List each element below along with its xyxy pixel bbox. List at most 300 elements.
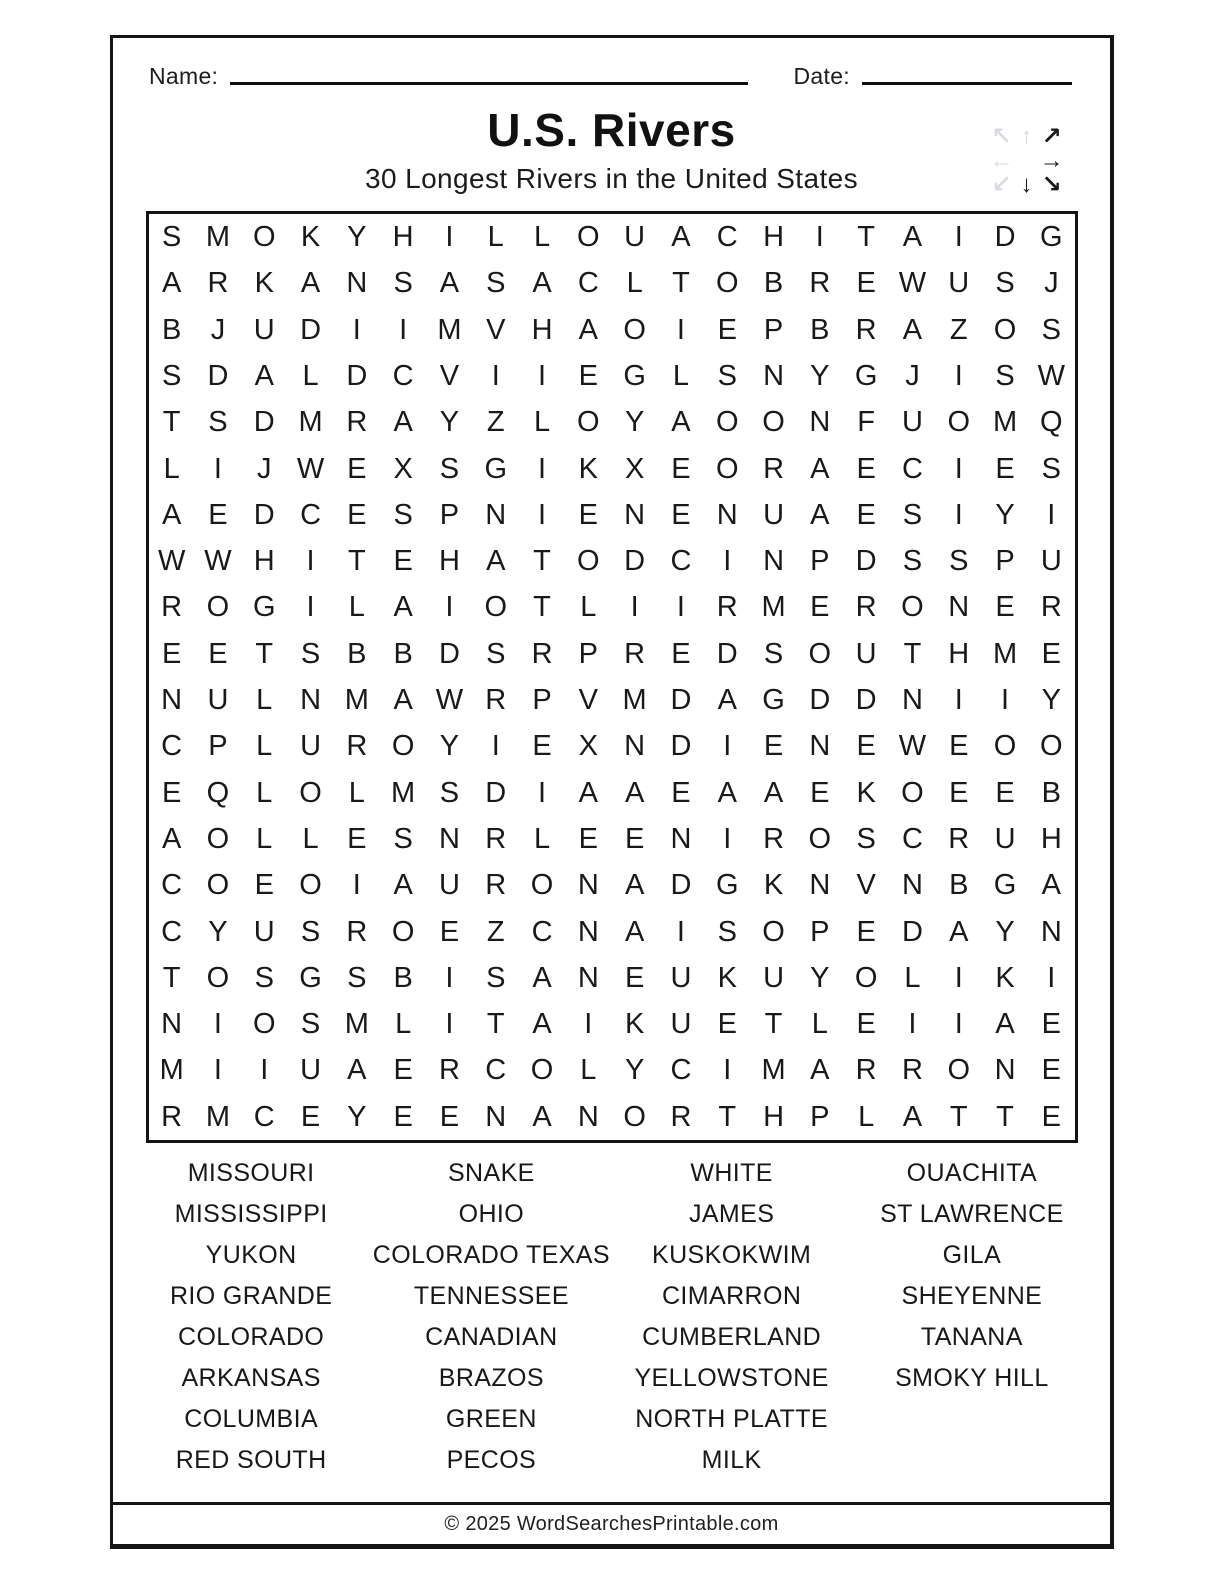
grid-letter: H [948, 637, 970, 670]
word-list-item: CANADIAN [425, 1323, 558, 1352]
grid-letter: A [347, 1054, 367, 1087]
grid-letter: M [992, 406, 1018, 439]
word-list-item: COLORADO [177, 1323, 325, 1352]
grid-letter: A [624, 776, 645, 809]
grid-letter: D [994, 221, 1016, 254]
grid-letter: D [438, 637, 460, 670]
grid-letter: E [532, 730, 552, 763]
grid-letter: O [623, 1100, 646, 1133]
arrow-right-icon: → [1039, 147, 1064, 174]
grid-letter: I [1047, 498, 1056, 531]
grid-letter: M [159, 1054, 184, 1087]
grid-letter: L [256, 776, 273, 809]
grid-letter: E [763, 730, 784, 763]
word-list-item: ST LAWRENCE [880, 1200, 1064, 1229]
grid-letter: R [809, 267, 831, 300]
grid-letter: M [205, 221, 231, 254]
grid-letter: B [1041, 776, 1061, 809]
grid-letter: I [954, 1008, 963, 1041]
grid-letter: O [530, 1054, 554, 1087]
grid-letter: I [954, 452, 963, 485]
grid-letter: E [856, 1008, 876, 1041]
grid-letter: I [399, 313, 408, 346]
name-label: Name: [149, 63, 219, 89]
grid-letter: D [207, 359, 229, 392]
word-list-item: GILA [942, 1241, 1002, 1270]
grid-letter: L [256, 730, 273, 763]
grid-letter: G [854, 359, 878, 392]
grid-letter: E [671, 637, 691, 670]
grid-letter: M [761, 1054, 786, 1087]
grid-letter: M [205, 1100, 231, 1133]
grid-letter: T [162, 406, 181, 439]
date-input-line[interactable] [862, 82, 1072, 85]
grid-letter: S [949, 545, 969, 578]
grid-letter: E [949, 730, 969, 763]
grid-letter: N [901, 869, 923, 902]
word-list-item: TANANA [920, 1323, 1023, 1352]
grid-letter: A [717, 684, 737, 717]
grid-letter: Y [810, 961, 830, 994]
grid-letter: R [855, 1054, 877, 1087]
grid-letter: V [856, 869, 876, 902]
grid-letter: N [438, 822, 460, 855]
page-footer [113, 1502, 1110, 1544]
grid-letter: H [253, 545, 275, 578]
grid-letter: A [902, 221, 923, 254]
grid-letter: A [717, 776, 737, 809]
grid-letter: E [995, 591, 1015, 624]
arrow-left-icon: ← [989, 147, 1014, 174]
grid-letter: N [577, 961, 599, 994]
grid-letter: U [855, 637, 877, 670]
grid-letter: D [809, 684, 831, 717]
grid-letter: K [624, 1008, 645, 1041]
word-list-item: OUACHITA [906, 1159, 1038, 1188]
grid-letter: S [717, 359, 737, 392]
grid-letter: I [306, 545, 315, 578]
grid-letter: D [253, 498, 275, 531]
grid-letter: H [438, 545, 460, 578]
grid-letter: E [671, 452, 691, 485]
grid-letter: R [346, 406, 368, 439]
word-list-item: SNAKE [447, 1159, 535, 1188]
grid-letter: B [161, 313, 182, 346]
grid-letter: C [901, 822, 923, 855]
grid-letter: S [1041, 313, 1061, 346]
grid-letter: R [763, 452, 785, 485]
grid-letter: U [207, 684, 229, 717]
grid-letter: A [486, 545, 506, 578]
grid-letter: Y [208, 915, 228, 948]
grid-letter: L [256, 822, 273, 855]
grid-letter: E [300, 1100, 321, 1133]
grid-letter: O [391, 730, 415, 763]
grid-letter: M [992, 637, 1018, 670]
grid-letter: I [815, 221, 824, 254]
grid-letter: L [533, 221, 551, 254]
grid-letter: K [254, 267, 274, 300]
word-list-item: TENNESSEE [413, 1282, 569, 1311]
grid-letter: G [762, 684, 785, 717]
grid-letter: A [393, 591, 413, 624]
grid-letter: R [901, 1054, 923, 1087]
grid-letter: K [717, 961, 737, 994]
grid-letter: W [1037, 359, 1066, 392]
grid-letter: C [161, 869, 183, 902]
grid-letter: M [344, 684, 369, 717]
grid-letter: E [717, 313, 737, 346]
grid-letter: S [161, 359, 182, 392]
grid-letter: O [808, 637, 832, 670]
grid-letter: I [1047, 961, 1056, 994]
grid-letter: D [624, 545, 646, 578]
grid-letter: P [995, 545, 1015, 578]
name-date-row [113, 38, 1110, 88]
grid-letter: L [348, 591, 365, 624]
word-list-item: PECOS [446, 1446, 537, 1475]
grid-letter: M [622, 684, 647, 717]
grid-letter: S [1041, 452, 1061, 485]
grid-letter: P [810, 915, 830, 948]
grid-letter: A [810, 498, 830, 531]
grid-letter: I [538, 498, 547, 531]
grid-letter: S [995, 359, 1015, 392]
grid-letter: U [948, 267, 970, 300]
grid-letter: A [161, 822, 182, 855]
grid-letter: E [1041, 1100, 1061, 1133]
grid-letter: X [393, 452, 413, 485]
grid-letter: P [532, 684, 552, 717]
grid-letter: N [901, 684, 923, 717]
grid-letter: I [352, 313, 361, 346]
grid-letter: W [204, 545, 232, 578]
grid-letter: I [954, 684, 963, 717]
grid-letter: D [346, 359, 368, 392]
grid-letter: T [162, 961, 181, 994]
grid-letter: C [300, 498, 322, 531]
word-list-item: RIO GRANDE [169, 1282, 333, 1311]
grid-letter: N [763, 359, 785, 392]
grid-letter: U [670, 961, 692, 994]
grid-letter: R [763, 822, 785, 855]
grid-letter: U [1040, 545, 1062, 578]
grid-letter: A [624, 869, 645, 902]
grid-letter: B [393, 961, 413, 994]
grid-letter: A [393, 684, 413, 717]
grid-letter: O [715, 267, 739, 300]
word-list [131, 1153, 1092, 1481]
grid-letter: L [302, 359, 319, 392]
grid-letter: H [1040, 822, 1062, 855]
grid-letter: C [577, 267, 599, 300]
grid-letter: D [485, 776, 507, 809]
grid-letter: A [393, 406, 413, 439]
grid-letter: P [439, 498, 460, 531]
grid-letter: R [624, 637, 646, 670]
grid-letter: N [809, 730, 831, 763]
grid-letter: O [808, 822, 832, 855]
grid-letter: V [439, 359, 460, 392]
grid-letter: R [485, 684, 507, 717]
grid-letter: R [855, 591, 877, 624]
grid-letter: E [995, 776, 1015, 809]
grid-letter: S [393, 498, 413, 531]
grid-letter: I [723, 730, 732, 763]
grid-letter: E [347, 452, 367, 485]
grid-letter: I [213, 1008, 222, 1041]
grid-letter: D [300, 313, 322, 346]
grid-letter: A [161, 267, 182, 300]
grid-letter: U [901, 406, 923, 439]
arrow-down-icon: ↓ [1020, 171, 1033, 198]
grid-letter: K [300, 221, 321, 254]
grid-letter: R [346, 730, 368, 763]
grid-letter: A [578, 313, 598, 346]
grid-letter: C [161, 730, 183, 763]
grid-letter: R [346, 915, 368, 948]
grid-letter: I [445, 1008, 454, 1041]
grid-letter: E [856, 915, 876, 948]
grid-letter: O [252, 1008, 276, 1041]
grid-letter: E [856, 267, 876, 300]
grid-letter: I [538, 776, 547, 809]
direction-icon-center [1014, 150, 1039, 172]
name-input-line[interactable] [230, 82, 747, 85]
grid-letter: T [672, 267, 690, 300]
grid-letter: A [161, 498, 182, 531]
grid-letter: C [531, 915, 553, 948]
word-list-item: MISSISSIPPI [174, 1200, 328, 1229]
grid-letter: U [763, 961, 785, 994]
word-list-item: JAMES [688, 1200, 775, 1229]
grid-letter: E [810, 591, 830, 624]
grid-letter: N [161, 1008, 183, 1041]
grid-letter: E [393, 1100, 413, 1133]
grid-letter: F [857, 406, 875, 439]
grid-letter: I [260, 1054, 269, 1087]
grid-letter: E [393, 545, 413, 578]
grid-letter: A [532, 267, 552, 300]
grid-letter: S [995, 267, 1015, 300]
grid-letter: E [439, 915, 460, 948]
grid-letter: I [954, 961, 963, 994]
grid-letter: L [533, 822, 551, 855]
grid-letter: T [949, 1100, 968, 1133]
grid-letter: N [161, 684, 183, 717]
grid-letter: R [716, 591, 738, 624]
grid-letter: T [255, 637, 274, 670]
grid-letter: I [213, 452, 222, 485]
grid-letter: E [254, 869, 274, 902]
grid-letter: K [578, 452, 598, 485]
grid-letter: S [902, 545, 923, 578]
grid-letter: E [671, 498, 691, 531]
grid-letter: I [676, 591, 685, 624]
grid-letter: R [531, 637, 553, 670]
grid-letter: K [856, 776, 876, 809]
grid-letter: Q [206, 776, 230, 809]
grid-letter: W [898, 267, 927, 300]
grid-letter: A [671, 221, 691, 254]
grid-letter: D [855, 684, 877, 717]
word-list-item: YUKON [205, 1241, 297, 1270]
grid-letter: N [994, 1054, 1016, 1087]
grid-letter: J [256, 452, 272, 485]
grid-letter: I [723, 822, 732, 855]
grid-letter: S [347, 961, 367, 994]
grid-letter: A [393, 869, 413, 902]
grid-letter: S [486, 637, 506, 670]
grid-letter: S [300, 1008, 321, 1041]
word-list-item: MISSOURI [187, 1159, 315, 1188]
grid-letter: R [161, 1100, 183, 1133]
grid-letter: E [810, 776, 830, 809]
arrow-up-left-icon: ↖ [991, 123, 1012, 150]
grid-letter: O [577, 221, 600, 254]
grid-letter: U [670, 1008, 692, 1041]
grid-letter: E [671, 776, 691, 809]
grid-letter: O [947, 406, 971, 439]
grid-letter: C [485, 1054, 507, 1087]
grid-letter: A [624, 915, 645, 948]
grid-letter: W [435, 684, 464, 717]
grid-letter: Y [995, 915, 1015, 948]
grid-letter: R [1040, 591, 1062, 624]
grid-letter: D [253, 406, 275, 439]
grid-letter: E [1041, 1008, 1061, 1041]
grid-letter: N [624, 730, 646, 763]
grid-letter: V [486, 313, 506, 346]
grid-letter: I [1001, 684, 1010, 717]
grid-letter: X [578, 730, 598, 763]
arrow-up-right-icon: ↗ [1041, 123, 1062, 150]
copyright-text: © 2025 WordSearchesPrintable.com [444, 1513, 779, 1535]
grid-letter: D [855, 545, 877, 578]
grid-letter: N [948, 591, 970, 624]
grid-letter: S [393, 822, 413, 855]
grid-letter: O [577, 545, 600, 578]
grid-letter: I [630, 591, 639, 624]
grid-letter: Y [347, 221, 367, 254]
grid-letter: N [577, 915, 599, 948]
grid-letter: B [347, 637, 367, 670]
grid-letter: L [580, 591, 597, 624]
grid-letter: I [723, 545, 732, 578]
grid-letter: K [995, 961, 1015, 994]
grid-letter: E [161, 637, 182, 670]
grid-letter: N [485, 498, 507, 531]
grid-letter: I [723, 1054, 732, 1087]
grid-letter: Y [347, 1100, 367, 1133]
grid-letter: J [905, 359, 920, 392]
grid-letter: A [532, 1008, 552, 1041]
grid-letter: S [486, 961, 506, 994]
page-border-frame [110, 35, 1114, 1549]
grid-letter: A [254, 359, 274, 392]
word-list-empty-cell [852, 1440, 1092, 1481]
grid-letter: N [346, 267, 368, 300]
word-list-item: BRAZOS [438, 1364, 544, 1393]
grid-letter: A [810, 452, 830, 485]
grid-letter: O [715, 406, 739, 439]
grid-letter: S [300, 637, 321, 670]
grid-letter: M [437, 313, 462, 346]
grid-letter: N [809, 869, 831, 902]
grid-letter: J [210, 313, 226, 346]
grid-letter: R [948, 822, 970, 855]
grid-letter: A [902, 313, 923, 346]
grid-letter: O [530, 869, 554, 902]
grid-letter: A [532, 1100, 552, 1133]
grid-letter: K [763, 869, 784, 902]
grid-letter: G [993, 869, 1017, 902]
grid-letter: B [810, 313, 830, 346]
grid-letter: E [624, 822, 645, 855]
grid-letter: E [578, 498, 598, 531]
grid-letter: E [1041, 637, 1061, 670]
grid-letter: U [624, 221, 646, 254]
grid-letter: S [486, 267, 506, 300]
grid-letter: R [161, 591, 183, 624]
grid-letter: C [253, 1100, 275, 1133]
grid-letter: I [445, 961, 454, 994]
grid-letter: N [763, 545, 785, 578]
grid-letter: E [856, 452, 876, 485]
grid-letter: I [954, 359, 963, 392]
grid-letter: I [213, 1054, 222, 1087]
grid-letter: P [810, 1100, 830, 1133]
grid-letter: O [762, 915, 785, 948]
word-list-item: KUSKOKWIM [652, 1241, 812, 1270]
grid-letter: L [302, 822, 319, 855]
grid-letter: N [485, 1100, 507, 1133]
grid-letter: S [254, 961, 274, 994]
grid-letter: P [208, 730, 228, 763]
grid-letter: P [810, 545, 830, 578]
grid-letter: L [626, 267, 643, 300]
grid-letter: L [256, 684, 273, 717]
grid-letter: E [393, 1054, 413, 1087]
grid-letter: G [484, 452, 508, 485]
grid-letter: S [439, 776, 460, 809]
grid-letter: A [949, 915, 969, 948]
grid-letter: C [161, 915, 183, 948]
grid-letter: N [577, 1100, 599, 1133]
grid-letter: I [676, 313, 685, 346]
grid-letter: T [718, 1100, 737, 1133]
grid-letter: E [208, 637, 228, 670]
grid-letter: D [670, 869, 692, 902]
grid-letter: O [206, 961, 230, 994]
grid-letter: L [811, 1008, 828, 1041]
grid-letter: O [299, 869, 322, 902]
grid-letter: E [208, 498, 228, 531]
grid-letter: Y [810, 359, 830, 392]
grid-letter: E [347, 822, 367, 855]
grid-letter: A [902, 1100, 923, 1133]
grid-letter: I [538, 452, 547, 485]
grid-letter: T [533, 591, 551, 624]
grid-letter: U [300, 1054, 322, 1087]
grid-letter: T [996, 1100, 1014, 1133]
grid-letter: L [348, 776, 365, 809]
grid-letter: R [207, 267, 229, 300]
grid-letter: B [763, 267, 784, 300]
grid-letter: B [393, 637, 413, 670]
grid-letter: E [856, 730, 876, 763]
grid-letter: R [855, 313, 877, 346]
